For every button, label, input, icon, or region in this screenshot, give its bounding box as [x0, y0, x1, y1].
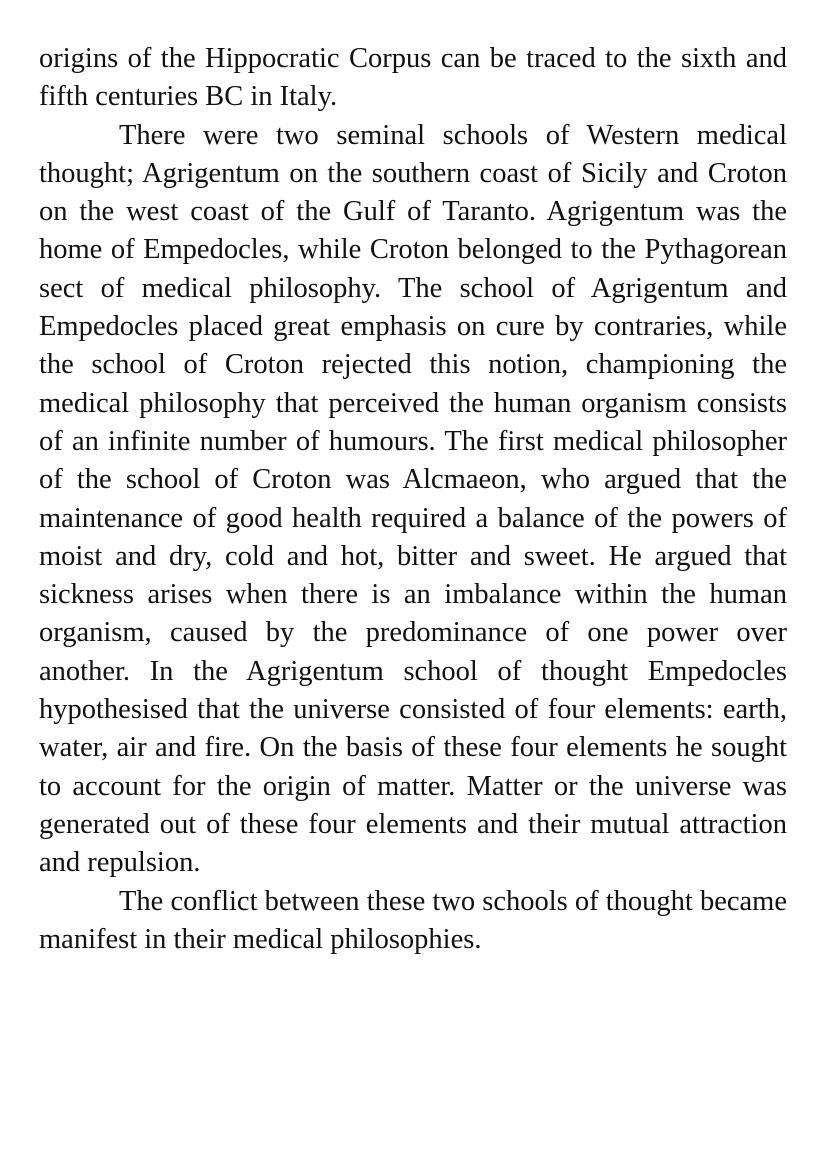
paragraph-conflict: The conflict between these two schools of thought became manifest in their medical philosophies. [39, 885, 787, 955]
paragraph-seminal-schools: There were two seminal schools of Western medical thought; Agrigentum on the southern coast of Sicily and Croton on the west coast of the Gulf of Taranto. Agrigentum was the home of Empedocles, while Croton belonged to the Pythagorean sect of medical philosophy. The school of Agrigentum and Empedocles placed great emphasis on cure by contraries, while the school of Croton rejected this notion, championing the medical philosophy that perceived the human organism consists of an infinite number of humours. The first medical philosopher of the school of Croton was Alcmaeon, who argued that the maintenance of good health required a balance of the powers of moist and dry, cold and hot, bitter and sweet. He argued that sickness arises when there is an imbalance within the human organism, caused by the predominance of one power over another. In the Agrigentum school of thought Empedocles hypothesised that the universe consisted of four elements: earth, water, air and fire. On the basis of these four elements he sought to account for the origin of matter. Matter or the universe was generated out of these four elements and their mutual attraction and repulsion. [39, 119, 787, 879]
document-page [39, 40, 787, 959]
paragraph-continuation: origins of the Hippocratic Corpus can be traced to the sixth and fifth centuries BC in Italy. [39, 43, 787, 113]
